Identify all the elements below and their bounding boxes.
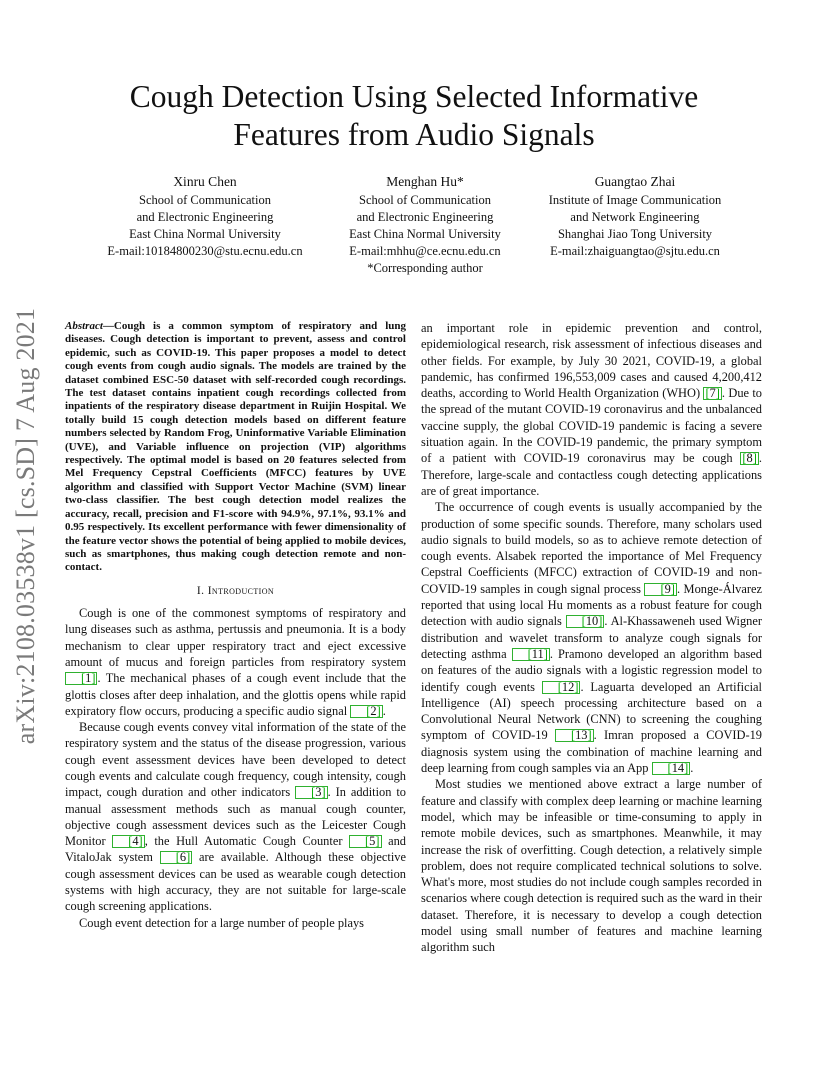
intro-paragraph-5: [421, 776, 762, 955]
author-name: Guangtao Zhai: [594, 174, 676, 189]
author-block-3: [520, 172, 750, 260]
author-name: Menghan Hu*: [386, 174, 464, 189]
paragraph-text: . Imran proposed a COVID-19 diagnosis system using the combination of machine learning and deep learning from cough samples via an App: [421, 728, 763, 776]
section-title: Introduction: [207, 584, 275, 597]
paragraph-text: .: [690, 761, 694, 776]
author-affiliation: Institute of Image Communication: [548, 193, 722, 207]
citation-link[interactable]: [11]: [512, 648, 550, 661]
paragraph-text: . The mechanical phases of a cough event include that the glottis closes after deep inhalation, and the glottis opens while rapid expiratory flow occurs, producing a specific audio signal: [65, 671, 406, 718]
intro-paragraph-3: [65, 915, 406, 931]
paragraph-text: , the Hull Automatic Cough Counter: [144, 834, 350, 849]
citation-link[interactable]: [4]: [112, 835, 144, 848]
abstract-label: Abstract: [65, 320, 103, 332]
author-affiliation: and Electronic Engineering: [136, 210, 274, 224]
title-line-1: Cough Detection Using Selected Informative: [129, 79, 699, 114]
paragraph-text: .: [382, 703, 386, 718]
author-email: E-mail:mhhu@ce.ecnu.edu.cn: [349, 244, 501, 258]
intro-paragraph-4: [421, 499, 762, 776]
citation-link[interactable]: [3]: [295, 786, 327, 799]
author-affiliation: East China Normal University: [349, 227, 501, 241]
paragraph-text: Because cough events convey vital information of the state of the respiratory system and the status of the disease progression, various cough event assessment devices have been developed to detect cough events and calculate cough frequency, cough intensity, cough impact, cough duration and other indicators: [65, 720, 406, 800]
paragraph-text: and VitaloJak system: [65, 834, 406, 865]
left-column: [65, 320, 406, 931]
author-email: E-mail:zhaiguangtao@sjtu.edu.cn: [550, 244, 720, 258]
citation-link[interactable]: [2]: [350, 705, 382, 718]
paragraph-text: . Laguarta developed an Artificial Intelligence (AI) speech processing architecture based on a Convolutional Neural Network (CNN) to screening the coughing symptom of COVID-19: [421, 679, 762, 743]
intro-paragraph-1: [65, 605, 406, 719]
right-column: [421, 320, 762, 956]
author-affiliation: School of Communication: [359, 193, 491, 207]
section-number: I.: [196, 584, 205, 597]
paragraph-text: . Due to the spread of the mutant COVID-19 coronavirus and the unbalanced vaccine supply, the global COVID-19 pandemic is facing a severe situation again. In the COVID-19 pandemic, the primary symptom of a patient with COVID-19 coronavirus may be cough: [421, 386, 762, 466]
paragraph-text: Cough is one of the commonest symptoms of respiratory and lung diseases such as asthma, pertussis and pneumonia. It is a body mechanism to clear upper respiratory tract and eject excessive amount of mucus and foreign particles from respiratory system: [65, 606, 406, 669]
paragraph-text: Most studies we mentioned above extract a large number of feature and classify with complex deep learning or machine learning model, which may be infeasible or time-consuming to apply in remote mobile devices, such as smartphones. Meanwhile, it may increase the risk of overfitting. Cough detection, a relatively simple problem, does not require complicated technical solutions to solve. What's more, most studies do not include cough samples recorded in scenarios where cough detection is required such as the ward in their dataset. Therefore, it is necessary to develop a cough detection model using small number of features and machine learning algorithm such: [421, 777, 762, 955]
citation-link[interactable]: [12]: [542, 681, 581, 694]
citation-link[interactable]: [9]: [644, 583, 676, 596]
citation-link[interactable]: [5]: [349, 835, 381, 848]
author-affiliation: East China Normal University: [129, 227, 281, 241]
paragraph-text: . Pramono developed an algorithm based on features of the audio signals with a logistic regression model to identify cough events: [421, 646, 762, 694]
arxiv-stamp: [4, 292, 48, 760]
paragraph-text: . Therefore, large-scale and contactless cough detecting applications are of great importance.: [421, 451, 762, 498]
author-block-2: [310, 172, 540, 277]
author-email: E-mail:10184800230@stu.ecnu.edu.cn: [107, 244, 303, 258]
title-line-2: Features from Audio Signals: [233, 117, 595, 152]
abstract: [65, 320, 406, 575]
intro-paragraph-2: [65, 719, 406, 915]
paragraph-text: . Monge-Álvarez reported that using local Hu moments as a robust feature for cough detection with audio signals: [421, 581, 762, 629]
paragraph-text: Cough event detection for a large number of people plays: [79, 915, 365, 930]
citation-link[interactable]: [7]: [705, 386, 720, 401]
citation-link[interactable]: [1]: [65, 672, 97, 685]
author-affiliation: Shanghai Jiao Tong University: [557, 227, 713, 241]
arxiv-identifier: arXiv:2108.03538v1 [cs.SD] 7 Aug 2021: [11, 307, 40, 745]
citation-link[interactable]: [6]: [160, 851, 192, 864]
paragraph-text: . Al-Khassaweneh used Wigner distribution and wavelet transform to analyze cough signals for detecting asthma: [421, 614, 762, 661]
paragraph-text: . In addition to manual assessment methods such as manual cough counter, objective cough assessment devices such as the Leicester Cough Monitor: [65, 785, 406, 849]
author-affiliation: and Network Engineering: [570, 210, 700, 224]
citation-link[interactable]: [8]: [742, 451, 757, 466]
author-block-1: [80, 172, 330, 260]
paragraph-text: The occurrence of cough events is usually accompanied by the production of some specific sounds. Therefore, many scholars used audio signals to build models, so as to achieve remote detection of cough events. Alsabek reported the importance of Mel Frequency Cepstral Coefficients (MFCC) extraction of COVID-19 and non-COVID-19 samples in cough signal process: [421, 500, 762, 596]
citation-link[interactable]: [10]: [566, 615, 605, 628]
paper-title: [60, 78, 768, 154]
intro-paragraph-3-continued: [421, 320, 762, 499]
citation-link[interactable]: [13]: [555, 729, 594, 742]
author-name: Xinru Chen: [173, 174, 237, 189]
corresponding-author-note: *Corresponding author: [367, 261, 483, 275]
abstract-text: —Cough is a common symptom of respiratory and lung diseases. Cough detection is important to prevent, assess and control epidemic, such as COVID-19. This paper proposes a model to detect cough events from cough audio signals. The models are trained by the dataset combined ESC-50 dataset with self-recorded cough recordings. The test dataset contains inpatient cough recordings collected from inpatients of the respiratory disease department in Ruijin Hospital. We totally build 15 cough detection models based on different feature numbers selected by Random Frog, Uninformative Variable Elimination (UVE), and Variable influence on projection (VIP) algorithms respectively. The optimal model is based on 20 features selected from Mel Frequency Cepstral Coefficients (MFCC) features by UVE algorithm and classified with Support Vector Machine (SVM) linear two-class classifier. The best cough detection model realizes the accuracy, recall, precision and F1-score with 94.9%, 97.1%, 93.1% and 0.95 respectively. Its excellent performance with fewer dimensionality of the feature vector shows the potential of being applied to mobile devices, such as smartphones, thus making cough detection remote and non-contact.: [65, 320, 406, 574]
author-affiliation: and Electronic Engineering: [356, 210, 494, 224]
author-affiliation: School of Communication: [139, 193, 271, 207]
paragraph-text: an important role in epidemic prevention and control, epidemiological research, risk assessment of infectious diseases and other fields. For example, by July 30 2021, COVID-19, a global pandemic, has confirmed 196,553,009 cases and caused 4,200,412 deaths, according to World Health Organization (WHO): [421, 321, 762, 401]
section-heading: [65, 583, 406, 599]
paragraph-text: are available. Although these objective cough assessment devices can be used as wearable cough detection systems with high accuracy, they are not suitable for large-scale cough screening applications.: [65, 850, 406, 914]
citation-link[interactable]: [14]: [652, 762, 691, 775]
